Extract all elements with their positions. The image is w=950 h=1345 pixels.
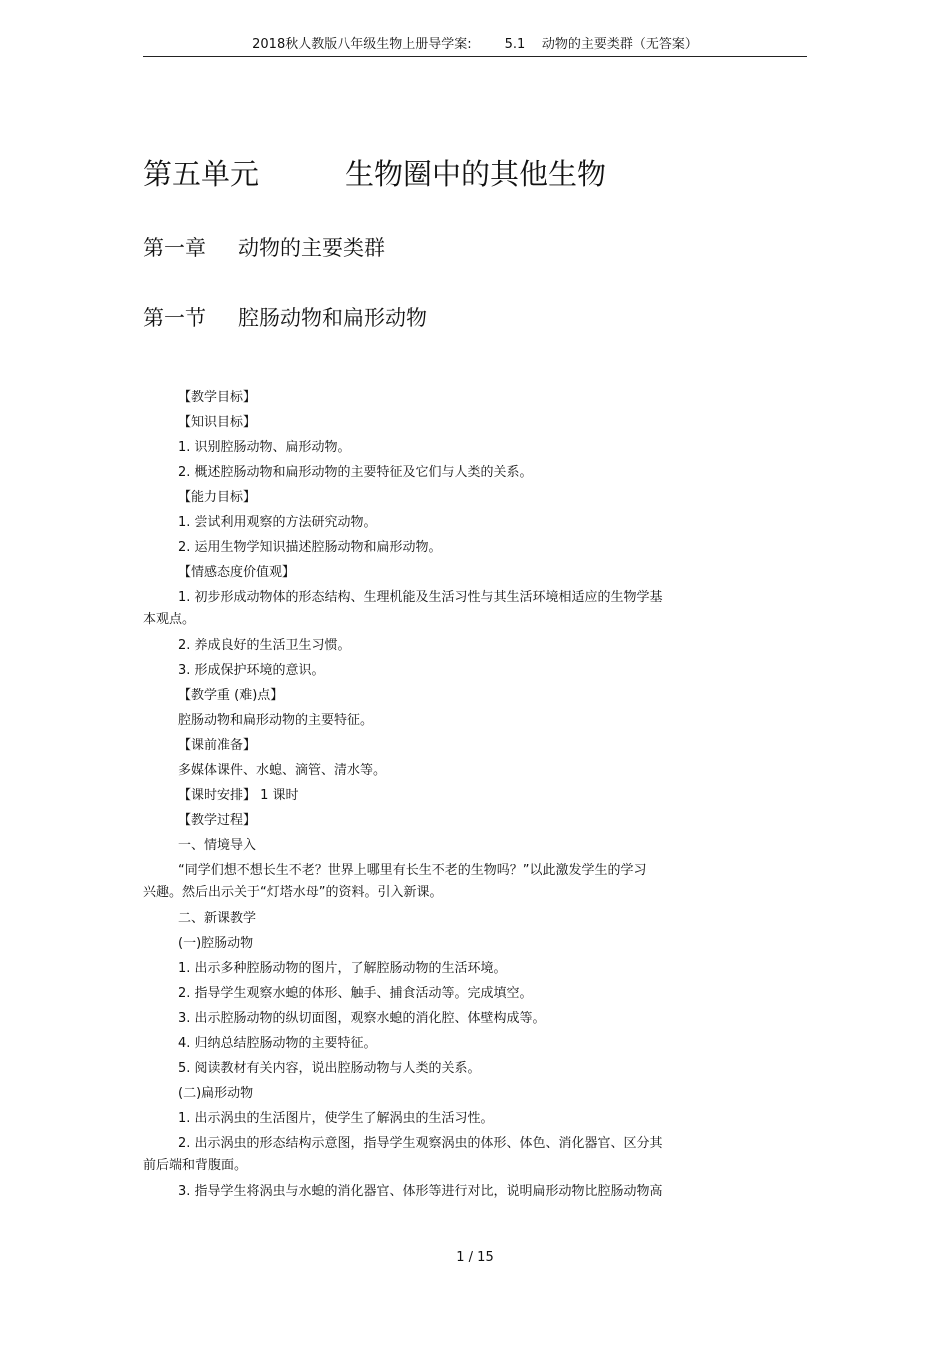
paragraph: 多媒体课件、水螅、滴管、清水等。 xyxy=(178,763,387,778)
paragraph: 腔肠动物和扁形动物的主要特征。 xyxy=(178,713,374,728)
list-item-continued: 本观点。 xyxy=(143,612,196,627)
list-item: 1. 出示涡虫的生活图片，使学生了解涡虫的生活习性。 xyxy=(178,1111,494,1126)
list-item-continued: 前后端和背腹面。 xyxy=(143,1158,248,1173)
subheading-new-lesson: 二、新课教学 xyxy=(178,911,257,926)
list-item: 1. 识别腔肠动物、扁形动物。 xyxy=(178,440,351,455)
list-item: 3. 指导学生将涡虫与水螅的消化器官、体形等进行对比，说明扁形动物比腔肠动物高 xyxy=(178,1184,663,1199)
heading-teaching-goals: 【教学目标】 xyxy=(178,390,257,405)
subheading-flatworms: (二)扁形动物 xyxy=(178,1086,254,1101)
chapter-title xyxy=(143,232,385,262)
list-item: 5. 阅读教材有关内容，说出腔肠动物与人类的关系。 xyxy=(178,1061,481,1076)
list-item: 3. 形成保护环境的意识。 xyxy=(178,663,325,678)
section-label: 第一节 xyxy=(143,306,206,330)
list-item: 4. 归纳总结腔肠动物的主要特征。 xyxy=(178,1036,377,1051)
list-item: 1. 尝试利用观察的方法研究动物。 xyxy=(178,515,377,530)
subheading-coelenterates: (一)腔肠动物 xyxy=(178,936,254,951)
chapter-name: 动物的主要类群 xyxy=(238,236,385,260)
heading-preparation: 【课前准备】 xyxy=(178,738,257,753)
unit-name: 生物圈中的其他生物 xyxy=(345,157,607,191)
unit-title xyxy=(143,152,606,193)
heading-key-points: 【教学重 (难)点】 xyxy=(178,688,284,703)
list-item: 1. 出示多种腔肠动物的图片，了解腔肠动物的生活环境。 xyxy=(178,961,507,976)
section-title xyxy=(143,302,427,332)
list-item: 2. 运用生物学知识描述腔肠动物和扁形动物。 xyxy=(178,540,442,555)
list-item: 2. 养成良好的生活卫生习惯。 xyxy=(178,638,351,653)
heading-attitude-values: 【情感态度价值观】 xyxy=(178,565,296,580)
paragraph: “同学们想不想长生不老？世界上哪里有长生不老的生物吗？”以此激发学生的学习 xyxy=(178,863,647,878)
heading-class-hours: 【课时安排】 1 课时 xyxy=(178,788,299,803)
list-item: 3. 出示腔肠动物的纵切面图，观察水螅的消化腔、体壁构成等。 xyxy=(178,1011,546,1026)
running-header: 2018秋人教版八年级生物上册导学案: 5.1 动物的主要类群（无答案） xyxy=(143,34,807,57)
section-name: 腔肠动物和扁形动物 xyxy=(238,306,427,330)
heading-ability-goals: 【能力目标】 xyxy=(178,490,257,505)
list-item: 2. 概述腔肠动物和扁形动物的主要特征及它们与人类的关系。 xyxy=(178,465,533,480)
heading-teaching-process: 【教学过程】 xyxy=(178,813,257,828)
list-item: 2. 出示涡虫的形态结构示意图，指导学生观察涡虫的体形、体色、消化器官、区分其 xyxy=(178,1136,663,1151)
paragraph-continued: 兴趣。然后出示关于“灯塔水母”的资料。引入新课。 xyxy=(143,885,443,900)
page-number: 1 / 15 xyxy=(456,1250,494,1265)
subheading-introduction: 一、情境导入 xyxy=(178,838,257,853)
heading-knowledge-goals: 【知识目标】 xyxy=(178,415,257,430)
chapter-label: 第一章 xyxy=(143,236,206,260)
lesson-body xyxy=(143,388,743,1207)
list-item: 1. 初步形成动物体的形态结构、生理机能及生活习性与其生活环境相适应的生物学基 xyxy=(178,590,663,605)
unit-label: 第五单元 xyxy=(143,157,260,191)
list-item: 2. 指导学生观察水螅的体形、触手、捕食活动等。完成填空。 xyxy=(178,986,533,1001)
